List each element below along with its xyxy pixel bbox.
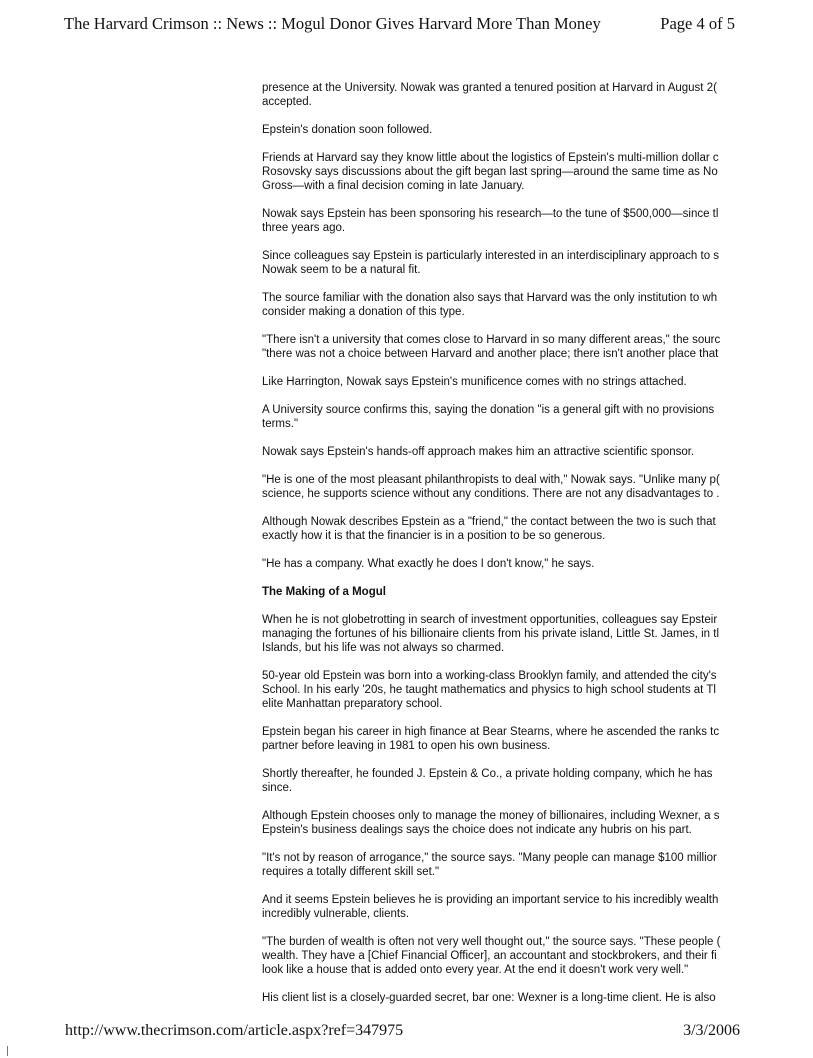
article-paragraph [262, 669, 738, 711]
paragraph-line: elite Manhattan preparatory school. [262, 698, 443, 710]
paragraph-line: Although Nowak describes Epstein as a "friend," the contact between the two is such that [262, 516, 716, 528]
article-subheading: The Making of a Mogul [262, 586, 386, 598]
paragraph-line: When he is not globetrotting in search of investment opportunities, colleagues say Epsteir [262, 614, 718, 626]
page-header-title: The Harvard Crimson :: News :: Mogul Donor Gives Harvard More Than Money [64, 14, 601, 33]
article-paragraph [262, 123, 738, 137]
paragraph-line: Friends at Harvard say they know little about the logistics of Epstein's multi-million dollar c [262, 152, 719, 164]
paragraph-line: Since colleagues say Epstein is particularly interested in an interdisciplinary approach to s [262, 250, 720, 262]
article-section-mogul [262, 613, 738, 1005]
article-paragraph [262, 473, 738, 501]
paragraph-line: Islands, but his life was not always so charmed. [262, 642, 505, 654]
paragraph-line: His client list is a closely-guarded secret, bar one: Wexner is a long-time client. He is also [262, 992, 716, 1004]
article-paragraph [262, 557, 738, 571]
paragraph-line: partner before leaving in 1981 to open his own business. [262, 740, 551, 752]
article-paragraph [262, 613, 738, 655]
article-paragraph [262, 893, 738, 921]
paragraph-line: 50-year old Epstein was born into a working-class Brooklyn family, and attended the city's [262, 670, 717, 682]
paragraph-line: wealth. They have a [Chief Financial Officer], an accountant and stockbrokers, and their fi [262, 950, 717, 962]
paragraph-line: Like Harrington, Nowak says Epstein's munificence comes with no strings attached. [262, 376, 687, 388]
paragraph-line: exactly how it is that the financier is in a position to be so generous. [262, 530, 606, 542]
paragraph-line: Shortly thereafter, he founded J. Epstein & Co., a private holding company, which he has [262, 768, 713, 780]
article-paragraph [262, 851, 738, 879]
paragraph-line: "There isn't a university that comes close to Harvard in so many different areas," the sourc [262, 334, 721, 346]
article-section-intro [262, 81, 738, 571]
article-paragraph [262, 151, 738, 193]
article-paragraph [262, 291, 738, 319]
article-paragraph [262, 725, 738, 753]
paragraph-line: terms." [262, 418, 299, 430]
paragraph-line: Epstein's business dealings says the choice does not indicate any hubris on his part. [262, 824, 692, 836]
paragraph-line: A University source confirms this, saying the donation "is a general gift with no provisions [262, 404, 715, 416]
paragraph-line: accepted. [262, 96, 312, 108]
scan-mark [7, 1046, 8, 1056]
paragraph-line: The source familiar with the donation also says that Harvard was the only institution to wh [262, 292, 718, 304]
article-paragraph [262, 515, 738, 543]
paragraph-line: Epstein began his career in high finance at Bear Stearns, where he ascended the ranks tc [262, 726, 720, 738]
paragraph-line: requires a totally different skill set." [262, 866, 440, 878]
article-paragraph [262, 991, 738, 1005]
paragraph-line: "It's not by reason of arrogance," the source says. "Many people can manage $100 millior [262, 852, 717, 864]
paragraph-line: three years ago. [262, 222, 346, 234]
article-paragraph [262, 767, 738, 795]
article-paragraph [262, 81, 738, 109]
paragraph-line: since. [262, 782, 293, 794]
paragraph-line: School. In his early '20s, he taught mathematics and physics to high school students at Tl [262, 684, 716, 696]
article-paragraph [262, 333, 738, 361]
article-paragraph [262, 207, 738, 235]
paragraph-line: "there was not a choice between Harvard and another place; there isn't another place that [262, 348, 719, 360]
paragraph-line: look like a house that is added onto every year. At the end it doesn't work very well." [262, 964, 689, 976]
paragraph-line: consider making a donation of this type. [262, 306, 465, 318]
footer-date: 3/3/2006 [683, 1022, 740, 1039]
paragraph-line: And it seems Epstein believes he is providing an important service to his incredibly wealth [262, 894, 719, 906]
paragraph-line: "The burden of wealth is often not very well thought out," the source says. "These people ( [262, 936, 721, 948]
paragraph-line: "He is one of the most pleasant philanthropists to deal with," Nowak says. "Unlike many p( [262, 474, 720, 486]
paragraph-line: "He has a company. What exactly he does I don't know," he says. [262, 558, 595, 570]
article-paragraph [262, 403, 738, 431]
paragraph-line: managing the fortunes of his billionaire clients from his private island, Little St. James, in tl [262, 628, 720, 640]
paragraph-line: Nowak says Epstein's hands-off approach makes him an attractive scientific sponsor. [262, 446, 695, 458]
article-paragraph [262, 375, 738, 389]
paragraph-line: science, he supports science without any conditions. There are not any disadvantages to . [262, 488, 720, 500]
paragraph-line: Gross—with a final decision coming in late January. [262, 180, 525, 192]
article-body [262, 81, 738, 1019]
page-number: Page 4 of 5 [660, 14, 735, 33]
paragraph-line: presence at the University. Nowak was granted a tenured position at Harvard in August 2( [262, 82, 717, 94]
article-paragraph [262, 809, 738, 837]
footer-url: http://www.thecrimson.com/article.aspx?ref=347975 [65, 1022, 404, 1039]
paragraph-line: Nowak says Epstein has been sponsoring his research—to the tune of $500,000—since tl [262, 208, 719, 220]
article-paragraph [262, 445, 738, 459]
paragraph-line: incredibly vulnerable, clients. [262, 908, 410, 920]
paragraph-line: Nowak seem to be a natural fit. [262, 264, 421, 276]
article-paragraph [262, 935, 738, 977]
article-paragraph [262, 249, 738, 277]
paragraph-line: Although Epstein chooses only to manage the money of billionaires, including Wexner, a s [262, 810, 720, 822]
paragraph-line: Rosovsky says discussions about the gift began last spring—around the same time as No [262, 166, 718, 178]
paragraph-line: Epstein's donation soon followed. [262, 124, 433, 136]
